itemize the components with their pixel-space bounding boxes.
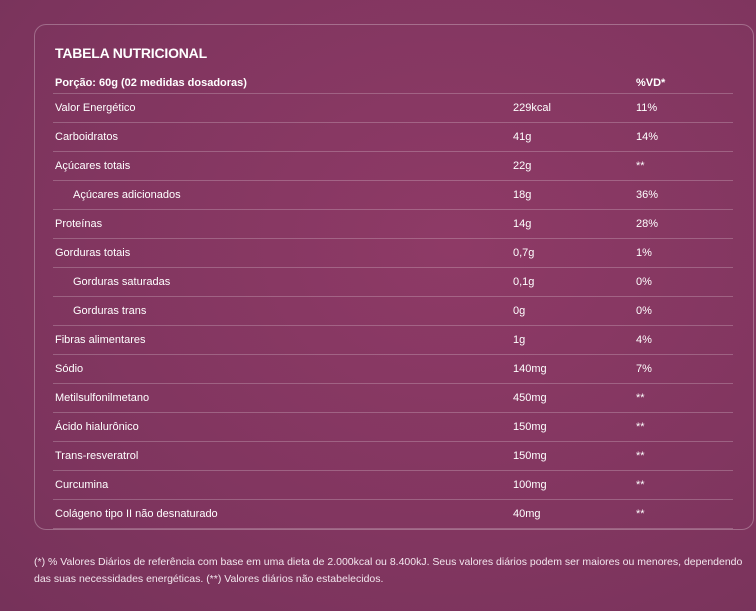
nutrient-vd: ** — [636, 450, 645, 462]
nutrient-amount: 0,7g — [513, 247, 535, 259]
nutrient-vd: 28% — [636, 218, 659, 230]
nutrition-card — [34, 24, 754, 530]
nutrient-name: Valor Energético — [55, 102, 136, 114]
table-row — [53, 413, 733, 442]
nutrient-name: Açúcares adicionados — [73, 189, 181, 201]
nutrient-amount: 18g — [513, 189, 532, 201]
nutrient-amount: 41g — [513, 131, 532, 143]
table-row — [53, 239, 733, 268]
table-title: TABELA NUTRICIONAL — [55, 45, 207, 61]
nutrient-name: Curcumina — [55, 479, 109, 491]
portion-label: Porção: 60g (02 medidas dosadoras) — [55, 77, 247, 89]
table-row — [53, 500, 733, 529]
nutrient-name: Carboidratos — [55, 131, 118, 143]
nutrient-name: Gorduras saturadas — [73, 276, 171, 288]
nutrient-name: Metilsulfonilmetano — [55, 392, 150, 404]
table-row — [53, 268, 733, 297]
nutrient-amount: 0,1g — [513, 276, 535, 288]
nutrient-vd: 36% — [636, 189, 659, 201]
nutrient-name: Gorduras trans — [73, 305, 147, 317]
nutrient-vd: ** — [636, 160, 645, 172]
nutrient-vd: 1% — [636, 247, 652, 259]
table-row — [53, 355, 733, 384]
nutrient-vd: ** — [636, 479, 645, 491]
table-row — [53, 471, 733, 500]
table-row — [53, 123, 733, 152]
nutrient-name: Ácido hialurônico — [55, 421, 139, 433]
nutrient-amount: 140mg — [513, 363, 547, 375]
nutrient-amount: 14g — [513, 218, 532, 230]
table-row — [53, 181, 733, 210]
nutrient-vd: ** — [636, 392, 645, 404]
nutrient-amount: 0g — [513, 305, 526, 317]
nutrient-amount: 150mg — [513, 450, 547, 462]
footnote: (*) % Valores Diários de referência com base em uma dieta de 2.000kcal ou 8.400kJ. Seus valores diários podem ser maiores ou menores, dependendo das suas necessidades energéticas. (**) Valores diários não estabelecidos. — [34, 556, 743, 585]
nutrient-name: Proteínas — [55, 218, 103, 230]
nutrient-name: Sódio — [55, 363, 84, 375]
table-header-row — [53, 71, 733, 94]
nutrient-amount: 100mg — [513, 479, 547, 491]
nutrient-name: Fibras alimentares — [55, 334, 146, 346]
nutrient-vd: ** — [636, 421, 645, 433]
table-row — [53, 442, 733, 471]
nutrient-vd: ** — [636, 508, 645, 520]
vd-header: %VD* — [636, 77, 666, 89]
nutrient-name: Gorduras totais — [55, 247, 131, 259]
table-row — [53, 210, 733, 239]
nutrition-table — [53, 71, 733, 529]
nutrient-amount: 450mg — [513, 392, 547, 404]
nutrient-name: Açúcares totais — [55, 160, 131, 172]
nutrient-vd: 14% — [636, 131, 659, 143]
nutrient-vd: 7% — [636, 363, 652, 375]
table-row — [53, 326, 733, 355]
nutrient-name: Trans-resveratrol — [55, 450, 139, 462]
table-row — [53, 384, 733, 413]
table-row — [53, 94, 733, 123]
nutrient-vd: 0% — [636, 305, 652, 317]
nutrient-name: Colágeno tipo II não desnaturado — [55, 508, 218, 520]
nutrient-vd: 4% — [636, 334, 652, 346]
nutrient-amount: 22g — [513, 160, 532, 172]
nutrient-vd: 0% — [636, 276, 652, 288]
nutrient-amount: 229kcal — [513, 102, 551, 114]
table-row — [53, 297, 733, 326]
table-row — [53, 152, 733, 181]
nutrient-amount: 150mg — [513, 421, 547, 433]
nutrient-amount: 1g — [513, 334, 526, 346]
nutrient-vd: 11% — [636, 102, 658, 114]
nutrient-amount: 40mg — [513, 508, 541, 520]
